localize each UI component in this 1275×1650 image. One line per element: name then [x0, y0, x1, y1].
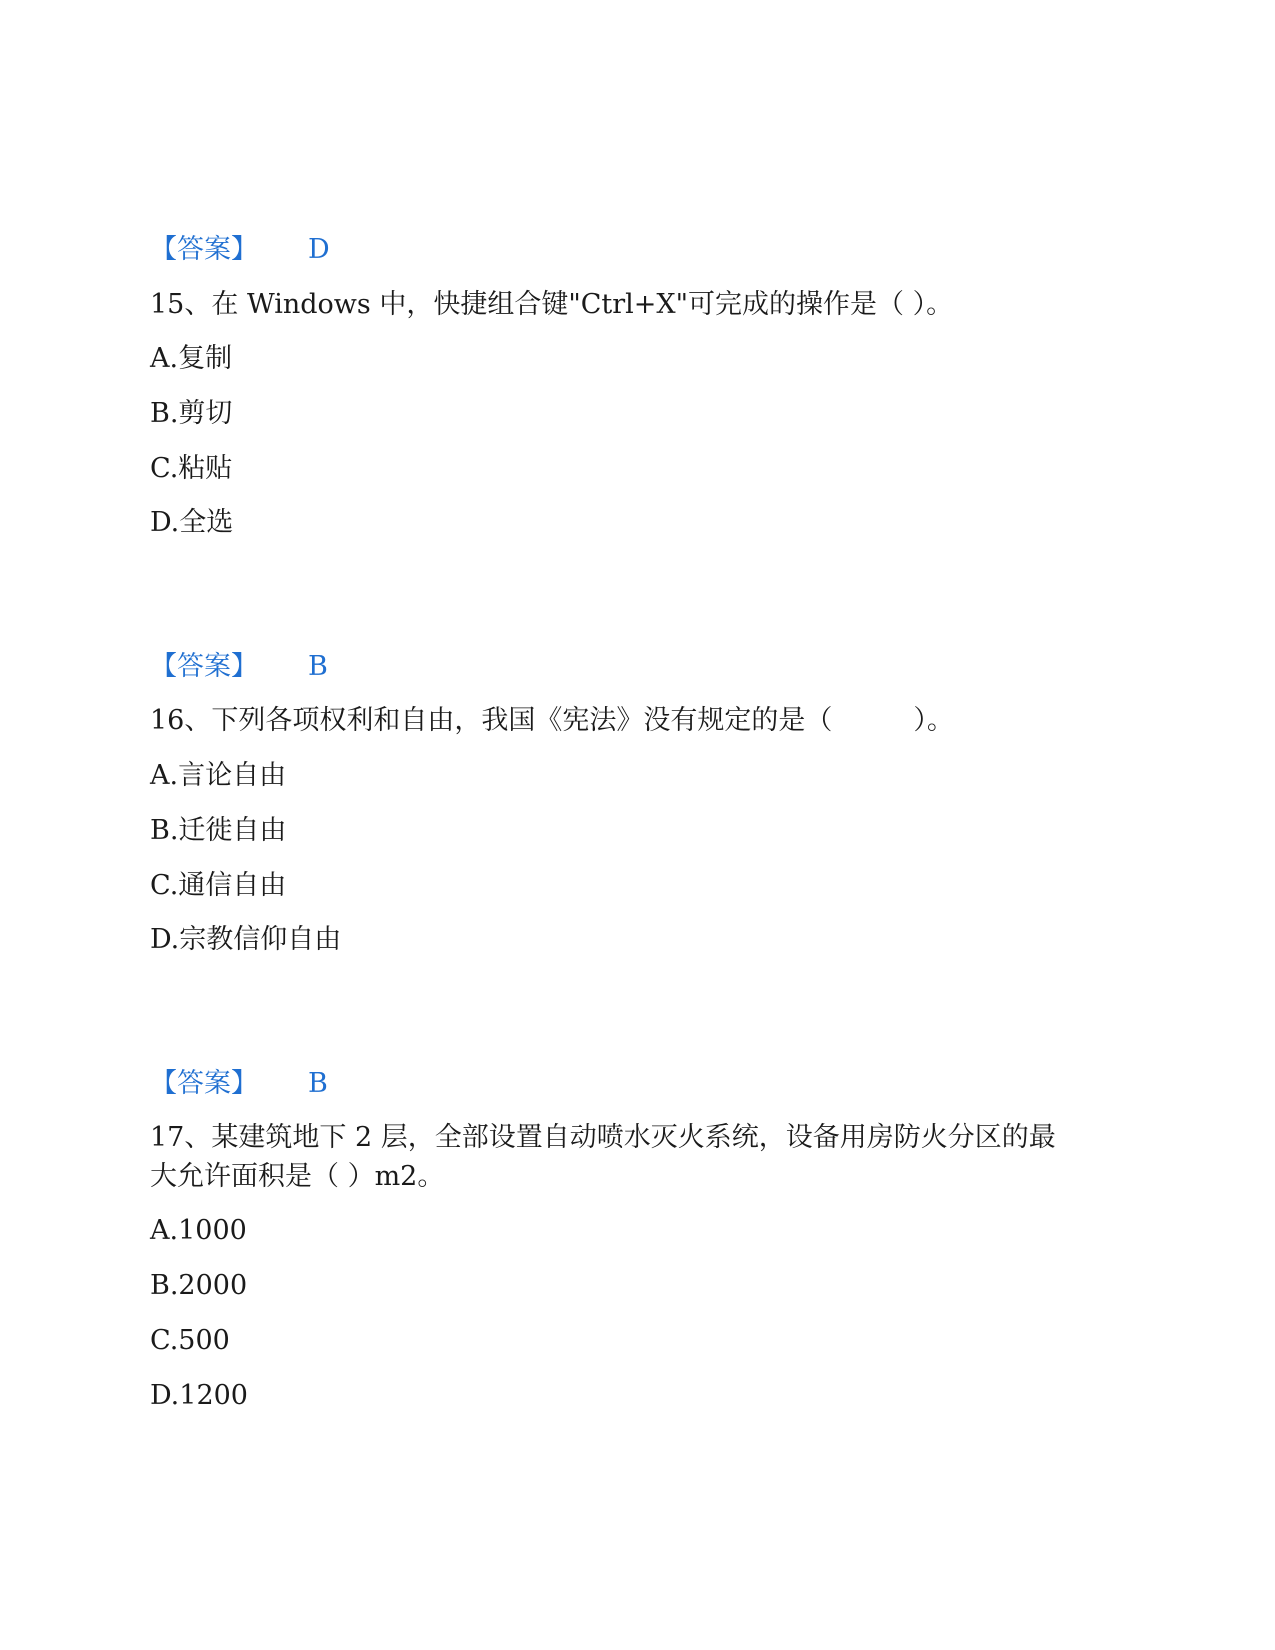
answer-label: 【答案】 [150, 651, 258, 682]
answer-line-15 [150, 647, 328, 687]
question-16-text: 16、下列各项权利和自由，我国《宪法》没有规定的是（ ）。 [150, 705, 954, 736]
question-15-option-c: C.粘贴 [150, 453, 233, 484]
question-17-option-b: B.2000 [150, 1270, 248, 1301]
question-17-option-d: D.1200 [150, 1380, 248, 1411]
answer-line-14 [150, 230, 330, 270]
question-16-option-d: D.宗教信仰自由 [150, 924, 342, 955]
question-15-option-d: D.全选 [150, 507, 234, 538]
question-15-text: 15、在 Windows 中，快捷组合键"Ctrl+X"可完成的操作是（ ）。 [150, 289, 954, 320]
question-16-option-a: A.言论自由 [150, 760, 287, 791]
answer-value: B [308, 651, 328, 682]
question-15-option-b: B.剪切 [150, 398, 233, 429]
question-17-text-line1: 17、某建筑地下 2 层，全部设置自动喷水灭火系统，设备用房防火分区的最 [150, 1122, 1056, 1153]
question-16-option-b: B.迁徙自由 [150, 815, 287, 846]
answer-value: D [308, 234, 330, 265]
answer-line-16 [150, 1064, 328, 1104]
question-15-option-a: A.复制 [150, 343, 233, 374]
question-17-option-c: C.500 [150, 1325, 230, 1356]
answer-value: B [308, 1068, 328, 1099]
answer-label: 【答案】 [150, 234, 258, 265]
question-16-option-c: C.通信自由 [150, 870, 287, 901]
answer-label: 【答案】 [150, 1068, 258, 1099]
question-17-option-a: A.1000 [150, 1215, 247, 1246]
question-17-text-line2: 大允许面积是（ ）m2。 [150, 1161, 445, 1192]
